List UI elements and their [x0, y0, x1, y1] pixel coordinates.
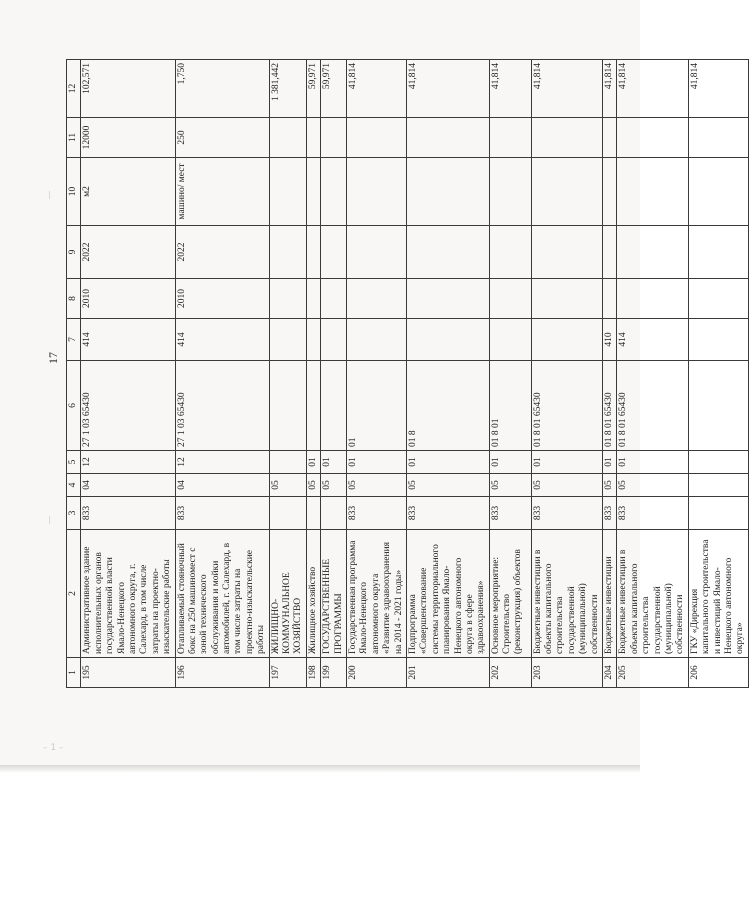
row-number: 197	[269, 658, 306, 688]
ministry-code: 833	[489, 497, 531, 530]
target-article: 01	[346, 361, 406, 451]
ministry-code	[306, 497, 320, 530]
unit	[688, 158, 748, 226]
row-number: 204	[603, 658, 617, 688]
amount: 41,814	[688, 60, 748, 118]
table-row	[688, 60, 748, 688]
end-year	[531, 226, 602, 279]
page-number: 17	[46, 352, 60, 364]
unit	[603, 158, 617, 226]
subsection-code: 01	[346, 451, 406, 474]
capacity	[688, 118, 748, 158]
table-row	[81, 60, 175, 688]
amount: 59,971	[306, 60, 320, 118]
amount: 41,814	[346, 60, 406, 118]
end-year	[688, 226, 748, 279]
expense-type	[688, 319, 748, 361]
expense-type	[269, 319, 306, 361]
ministry-code	[269, 497, 306, 530]
row-name: Бюджетные инвестиции	[603, 530, 617, 658]
start-year	[321, 279, 347, 319]
section-code: 05	[603, 474, 617, 497]
bleed-through-mark: – 1 –	[43, 743, 64, 753]
end-year	[489, 226, 531, 279]
amount: 59,971	[321, 60, 347, 118]
ministry-code	[321, 497, 347, 530]
section-code: 05	[306, 474, 320, 497]
start-year	[489, 279, 531, 319]
rotated-table-wrapper	[66, 60, 746, 688]
section-code: 05	[531, 474, 602, 497]
expense-type: 410	[603, 319, 617, 361]
unit: машино/ мест	[175, 158, 269, 226]
unit	[346, 158, 406, 226]
section-code: 04	[175, 474, 269, 497]
row-name: ГОСУДАРСТВЕННЫЕ ПРОГРАММЫ	[321, 530, 347, 658]
target-article	[269, 361, 306, 451]
column-number: 3	[67, 497, 81, 530]
row-number: 200	[346, 658, 406, 688]
expense-type	[489, 319, 531, 361]
start-year	[688, 279, 748, 319]
column-number: 1	[67, 658, 81, 688]
ministry-code: 833	[603, 497, 617, 530]
subsection-code: 01	[603, 451, 617, 474]
section-code: 05	[269, 474, 306, 497]
end-year	[321, 226, 347, 279]
table-row	[406, 60, 489, 688]
subsection-code: 01	[306, 451, 320, 474]
subsection-code: 01	[489, 451, 531, 474]
page-shadow	[0, 765, 640, 773]
start-year	[306, 279, 320, 319]
end-year	[603, 226, 617, 279]
subsection-code: 01	[617, 451, 688, 474]
amount: 41,814	[603, 60, 617, 118]
column-number: 11	[67, 118, 81, 158]
expense-type	[531, 319, 602, 361]
column-number: 2	[67, 530, 81, 658]
start-year	[603, 279, 617, 319]
column-number-row	[67, 60, 81, 688]
row-number: 196	[175, 658, 269, 688]
unit	[531, 158, 602, 226]
subsection-code	[688, 451, 748, 474]
column-number: 12	[67, 60, 81, 118]
row-number: 198	[306, 658, 320, 688]
capacity	[306, 118, 320, 158]
section-code: 05	[321, 474, 347, 497]
table-row	[603, 60, 617, 688]
column-number: 6	[67, 361, 81, 451]
subsection-code: 01	[531, 451, 602, 474]
ministry-code: 833	[406, 497, 489, 530]
capacity	[346, 118, 406, 158]
section-code	[688, 474, 748, 497]
row-name: ГКУ «Дирекция капитального строительства и инвестиций Ямало-Ненецкого автономного округа»	[688, 530, 748, 658]
row-name: Государственная программа Ямало-Ненецкого автономного округа «Развитие здравоохранения на 2014 - 2021 годы»	[346, 530, 406, 658]
target-article: 27 1 03 65430	[175, 361, 269, 451]
end-year: 2022	[175, 226, 269, 279]
section-code: 05	[346, 474, 406, 497]
expense-type: 414	[617, 319, 688, 361]
table-row	[531, 60, 602, 688]
capacity: 250	[175, 118, 269, 158]
amount: 41,814	[406, 60, 489, 118]
row-number: 202	[489, 658, 531, 688]
row-name: Основное мероприятие: Строительство (реконструкция) объектов	[489, 530, 531, 658]
end-year	[406, 226, 489, 279]
ministry-code: 833	[617, 497, 688, 530]
ministry-code	[688, 497, 748, 530]
start-year	[269, 279, 306, 319]
target-article: 27 1 03 65430	[81, 361, 175, 451]
unit	[269, 158, 306, 226]
start-year	[531, 279, 602, 319]
row-number: 203	[531, 658, 602, 688]
start-year: 2010	[175, 279, 269, 319]
subsection-code: 12	[175, 451, 269, 474]
target-article: 01 8 01 65430	[603, 361, 617, 451]
table-row	[346, 60, 406, 688]
row-name: Бюджетные инвестиции в объекты капитального строительства государственной (муниципальной) собственности	[617, 530, 688, 658]
amount: 41,814	[617, 60, 688, 118]
end-year	[269, 226, 306, 279]
unit	[306, 158, 320, 226]
bleed-through-mark: —	[44, 515, 55, 525]
target-article	[321, 361, 347, 451]
table-row	[175, 60, 269, 688]
end-year: 2022	[81, 226, 175, 279]
column-number: 4	[67, 474, 81, 497]
ministry-code: 833	[346, 497, 406, 530]
section-code: 05	[406, 474, 489, 497]
table-row	[306, 60, 320, 688]
unit	[489, 158, 531, 226]
ministry-code: 833	[531, 497, 602, 530]
row-number: 206	[688, 658, 748, 688]
capacity	[406, 118, 489, 158]
row-number: 205	[617, 658, 688, 688]
capacity	[269, 118, 306, 158]
row-number: 201	[406, 658, 489, 688]
unit	[617, 158, 688, 226]
expense-type	[406, 319, 489, 361]
row-name: Административное здание исполнительных органов государственной власти Ямало-Ненецкого автономного округа, г. Салехард, в том числе затраты на проектно-изыскательские работы	[81, 530, 175, 658]
row-number: 195	[81, 658, 175, 688]
table-row	[489, 60, 531, 688]
ministry-code: 833	[175, 497, 269, 530]
start-year	[617, 279, 688, 319]
section-code: 05	[489, 474, 531, 497]
section-code: 05	[617, 474, 688, 497]
amount: 1,750	[175, 60, 269, 118]
subsection-code: 01	[321, 451, 347, 474]
unit	[321, 158, 347, 226]
target-article	[688, 361, 748, 451]
row-number: 199	[321, 658, 347, 688]
section-code: 04	[81, 474, 175, 497]
capacity: 12000	[81, 118, 175, 158]
column-number: 10	[67, 158, 81, 226]
expense-type	[306, 319, 320, 361]
column-number: 9	[67, 226, 81, 279]
unit	[406, 158, 489, 226]
capacity	[531, 118, 602, 158]
target-article: 01 8 01	[489, 361, 531, 451]
row-name: Бюджетные инвестиции в объекты капитального строительства государственной (муниципальной) собственности	[531, 530, 602, 658]
budget-table	[66, 59, 749, 688]
capacity	[321, 118, 347, 158]
table-row	[617, 60, 688, 688]
target-article	[306, 361, 320, 451]
amount: 41,814	[489, 60, 531, 118]
capacity	[489, 118, 531, 158]
table-row	[269, 60, 306, 688]
end-year	[306, 226, 320, 279]
column-number: 8	[67, 279, 81, 319]
end-year	[346, 226, 406, 279]
capacity	[617, 118, 688, 158]
target-article: 01 8 01 65430	[617, 361, 688, 451]
subsection-code: 01	[406, 451, 489, 474]
start-year	[346, 279, 406, 319]
column-number: 7	[67, 319, 81, 361]
subsection-code	[269, 451, 306, 474]
expense-type: 414	[81, 319, 175, 361]
end-year	[617, 226, 688, 279]
row-name: Подпрограмма «Совершенствование системы территориального планирования Ямало-Ненецкого автономного округа в сфере здравоохранения»	[406, 530, 489, 658]
table-row	[321, 60, 347, 688]
start-year: 2010	[81, 279, 175, 319]
start-year	[406, 279, 489, 319]
row-name: ЖИЛИЩНО-КОММУНАЛЬНОЕ ХОЗЯЙСТВО	[269, 530, 306, 658]
ministry-code: 833	[81, 497, 175, 530]
column-number: 5	[67, 451, 81, 474]
subsection-code: 12	[81, 451, 175, 474]
expense-type	[346, 319, 406, 361]
expense-type	[321, 319, 347, 361]
bleed-through-mark: —	[44, 190, 55, 200]
amount: 102,571	[81, 60, 175, 118]
target-article: 01 8	[406, 361, 489, 451]
capacity	[603, 118, 617, 158]
amount: 1 381,442	[269, 60, 306, 118]
expense-type: 414	[175, 319, 269, 361]
target-article: 01 8 01 65430	[531, 361, 602, 451]
row-name: Жилищное хозяйство	[306, 530, 320, 658]
row-name: Отапливаемый стояночный бокс на 250 машиномест с зоной технического обслуживания и мойки автомобилей, г. Салехард, в том числе затраты на проектно-изыскательские работы	[175, 530, 269, 658]
unit: м2	[81, 158, 175, 226]
amount: 41,814	[531, 60, 602, 118]
